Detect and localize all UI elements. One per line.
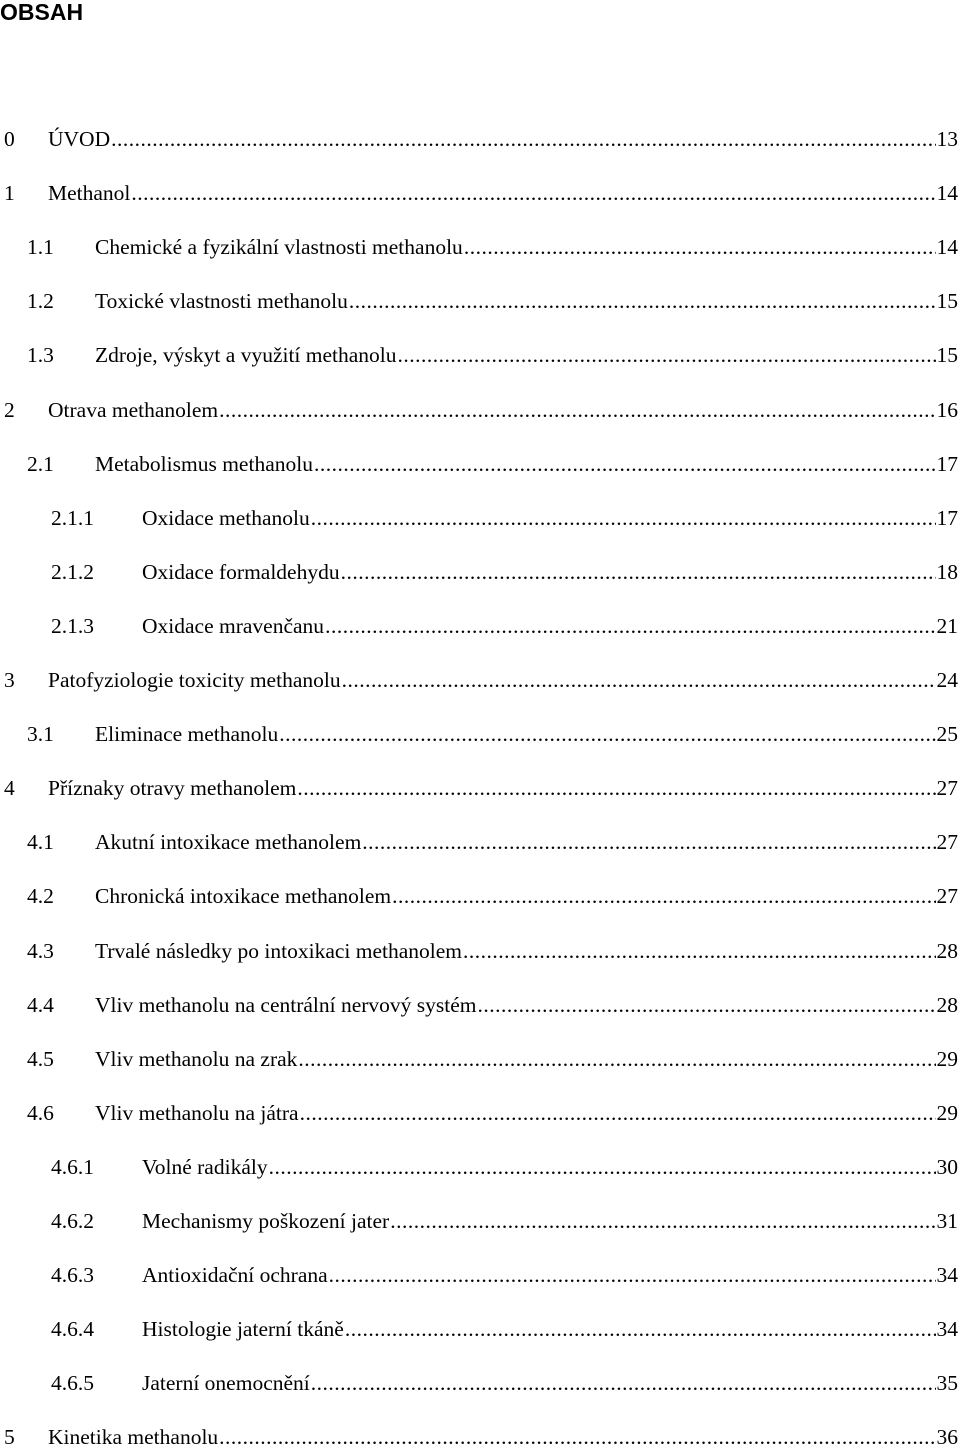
toc-entry-title: Kinetika methanolu — [48, 1425, 219, 1450]
toc-entry-title: Mechanismy poškození jater — [142, 1209, 390, 1233]
toc-entry-leader — [398, 343, 936, 367]
toc-entry[interactable] — [51, 1149, 958, 1179]
page-title: OBSAH — [0, 0, 84, 25]
toc-entry-title: ÚVOD — [48, 127, 111, 151]
toc-entry-number: 4.6.4 — [51, 1317, 94, 1342]
toc-entry-title: Oxidace formaldehydu — [142, 559, 340, 584]
toc-entry-title: Chronická intoxikace methanolem — [95, 884, 392, 909]
toc-entry-page: 16 — [936, 397, 958, 422]
toc-entry-number: 4.2 — [27, 884, 54, 909]
toc-entry-page: 24 — [936, 668, 958, 692]
toc-entry-page: 29 — [936, 1046, 958, 1071]
toc-entry-leader — [390, 1209, 935, 1233]
toc-entry-title: Antioxidační ochrana — [142, 1263, 328, 1288]
toc-entry-page: 15 — [936, 289, 958, 314]
toc-entry-page: 34 — [936, 1263, 958, 1288]
toc-entry-number: 3.1 — [27, 722, 54, 747]
toc-entry-number: 1.2 — [27, 289, 54, 314]
toc-entry-number: 1.3 — [27, 343, 54, 368]
toc-entry[interactable] — [51, 500, 958, 530]
toc-entry-number: 4.6.2 — [51, 1209, 94, 1233]
toc-entry-number: 4 — [4, 776, 15, 801]
toc-entry-page: 30 — [936, 1154, 958, 1179]
toc-entry-leader — [279, 722, 935, 746]
toc-entry-number: 2.1.3 — [51, 613, 94, 638]
toc-entry-title: Příznaky otravy methanolem — [48, 776, 297, 801]
toc-entry-title: Vliv methanolu na zrak — [95, 1046, 298, 1071]
toc-entry[interactable] — [27, 824, 958, 854]
toc-entry[interactable] — [4, 121, 958, 151]
toc-entry-number: 4.4 — [27, 992, 54, 1017]
toc-entry-page: 35 — [936, 1371, 958, 1396]
toc-entry-leader — [311, 1371, 936, 1395]
toc-entry-page: 18 — [936, 559, 958, 584]
toc-entry-leader — [269, 1155, 936, 1179]
toc-entry[interactable] — [51, 554, 958, 584]
toc-entry-leader — [345, 1317, 936, 1341]
toc-entry-leader — [311, 506, 936, 530]
toc-entry-leader — [111, 127, 935, 151]
toc-entry-title: Otrava methanolem — [48, 397, 219, 422]
toc-entry-leader — [325, 614, 935, 638]
toc-entry-number: 4.5 — [27, 1046, 54, 1071]
toc-entry-page: 15 — [936, 343, 958, 368]
toc-entry-number: 4.6.5 — [51, 1371, 94, 1396]
toc-entry[interactable] — [51, 1365, 958, 1395]
toc-entry-page: 27 — [936, 776, 958, 801]
toc-entry-page: 34 — [936, 1317, 958, 1342]
toc-entry-page: 14 — [936, 235, 958, 260]
toc-entry-leader — [464, 235, 936, 259]
toc-entry-number: 4.3 — [27, 938, 54, 963]
toc-entry-leader — [314, 452, 936, 476]
toc-entry-number: 3 — [4, 668, 15, 692]
toc-entry[interactable] — [51, 1311, 958, 1341]
toc-entry-page: 27 — [936, 830, 958, 855]
toc-entry-page: 28 — [936, 938, 958, 963]
toc-entry-title: Chemické a fyzikální vlastnosti methanolu — [95, 235, 463, 260]
toc-entry-leader — [342, 668, 936, 692]
toc-entry-leader — [463, 939, 935, 963]
toc-entry-leader — [297, 776, 935, 800]
toc-entry[interactable] — [51, 1203, 958, 1233]
toc-entry-leader — [329, 1263, 936, 1287]
toc-entry-title: Eliminace methanolu — [95, 722, 279, 747]
toc-entry-number: 0 — [4, 127, 15, 151]
toc-entry-leader — [219, 398, 935, 422]
toc-entry-title: Volné radikály — [142, 1154, 268, 1179]
toc-entry[interactable] — [27, 1095, 958, 1125]
toc-entry-title: Patofyziologie toxicity methanolu — [48, 668, 341, 692]
toc-entry-number: 4.6.1 — [51, 1154, 94, 1179]
toc-entry-number: 4.1 — [27, 830, 54, 855]
toc-entry-number: 1.1 — [27, 235, 54, 260]
toc-entry[interactable] — [4, 392, 958, 422]
toc-entry-page: 25 — [936, 722, 958, 747]
toc-entry-leader — [298, 1047, 935, 1071]
toc-entry-title: Oxidace mravenčanu — [142, 613, 325, 638]
toc-entry-number: 4.6.3 — [51, 1263, 94, 1288]
toc-entry-leader — [362, 830, 935, 854]
toc-entry[interactable] — [51, 608, 958, 638]
toc-entry-number: 2.1.2 — [51, 559, 94, 584]
toc-entry[interactable] — [4, 1419, 958, 1449]
toc-entry-title: Akutní intoxikace methanolem — [95, 830, 362, 855]
toc-entry[interactable] — [27, 337, 958, 367]
toc-entry[interactable] — [27, 283, 958, 313]
toc-entry-number: 2.1.1 — [51, 505, 94, 530]
toc-entry-title: Methanol — [48, 181, 131, 206]
toc-entry-page: 17 — [936, 505, 958, 530]
toc-entry-leader — [341, 560, 936, 584]
toc-entry[interactable] — [27, 933, 958, 963]
toc-entry-leader — [349, 289, 936, 313]
toc-entry[interactable] — [27, 1041, 958, 1071]
toc-entry-leader — [392, 884, 935, 908]
toc-entry-leader — [478, 993, 936, 1017]
toc-entry-leader — [300, 1101, 936, 1125]
toc-entry-page: 27 — [936, 884, 958, 909]
toc-entry-page: 17 — [936, 451, 958, 476]
toc-entry-title: Histologie jaterní tkáně — [142, 1317, 344, 1342]
toc-entry-title: Oxidace methanolu — [142, 505, 310, 530]
toc-entry-number: 2 — [4, 397, 15, 422]
toc-entry-page: 36 — [936, 1425, 958, 1450]
toc-entry-page: 14 — [936, 181, 958, 206]
toc-entry-leader — [219, 1425, 935, 1449]
toc-entry[interactable] — [27, 878, 958, 908]
toc-entry[interactable] — [27, 716, 958, 746]
toc-entry[interactable] — [27, 229, 958, 259]
toc-entry[interactable] — [4, 175, 958, 205]
toc-entry-page: 29 — [936, 1100, 958, 1125]
toc-entry[interactable] — [51, 1257, 958, 1287]
toc-entry-title: Vliv methanolu na centrální nervový systém — [95, 992, 477, 1017]
toc-entry-number: 5 — [4, 1425, 15, 1450]
toc-entry[interactable] — [4, 662, 958, 692]
toc-entry-title: Metabolismus methanolu — [95, 451, 313, 476]
toc-entry-title: Jaterní onemocnění — [142, 1371, 310, 1396]
toc-entry[interactable] — [27, 987, 958, 1017]
toc-entry[interactable] — [27, 446, 958, 476]
toc-entry-number: 1 — [4, 181, 15, 206]
toc-entry-title: Toxické vlastnosti methanolu — [95, 289, 348, 314]
toc-entry-page: 21 — [936, 613, 958, 638]
toc-entry-page: 13 — [936, 127, 958, 151]
toc-entry-page: 28 — [936, 992, 958, 1017]
toc-entry-title: Trvalé následky po intoxikaci methanolem — [95, 938, 463, 963]
toc-entry-number: 2.1 — [27, 451, 54, 476]
toc-entry[interactable] — [4, 770, 958, 800]
toc-entry-page: 31 — [936, 1209, 958, 1233]
toc-entry-title: Zdroje, výskyt a využití methanolu — [95, 343, 397, 368]
toc-entry-leader — [131, 181, 935, 205]
toc-entry-title: Vliv methanolu na játra — [95, 1100, 299, 1125]
toc-entry-number: 4.6 — [27, 1100, 54, 1125]
